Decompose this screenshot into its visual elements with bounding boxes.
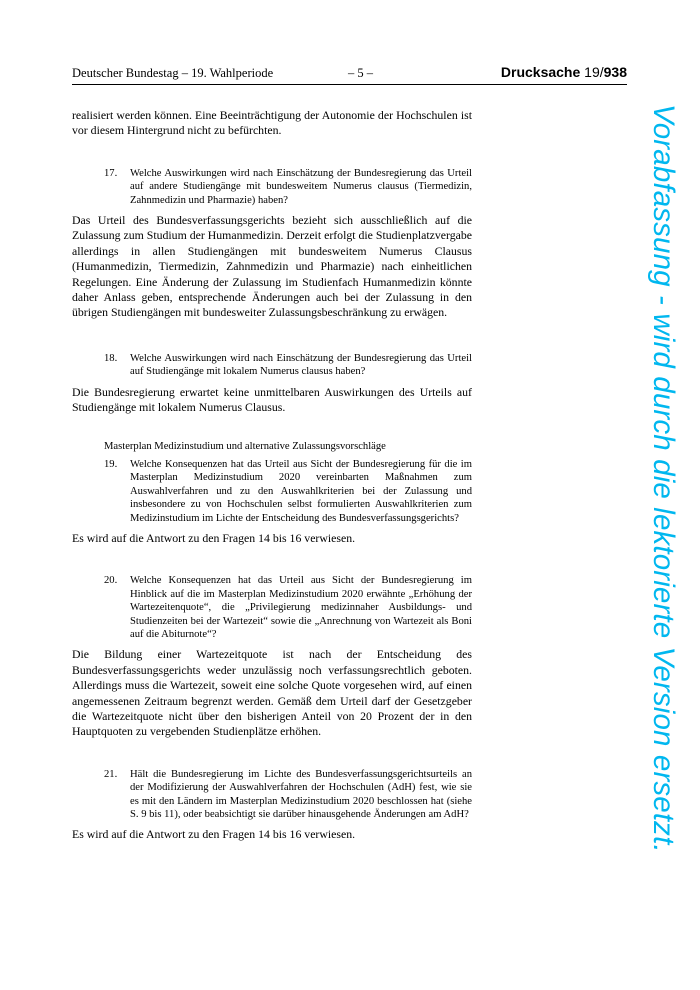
document-body: [72, 108, 472, 843]
draft-watermark: Vorabfassung - wird durch die lektorierte Version ersetzt.: [647, 104, 680, 853]
answer-19: Es wird auf die Antwort zu den Fragen 14 bis 16 verwiesen.: [72, 530, 356, 545]
parliament-period: Deutscher Bundestag – 19. Wahlperiode: [72, 66, 274, 80]
question-text: Hält die Bundesregierung im Lichte des Bundesverfassungsgerichtsurteils an der Modifizierung der Auswahlverfahren der Hochschulen (AdH) fest, wie sie es mit den Ländern im Masterplan Medizinstudium 2020 beschlossen hat (siehe S. 9 bis 11), oder beabsichtigt sie darüber hinausgehende Änderungen am AdH?: [130, 768, 472, 821]
answer-17: Das Urteil des Bundesverfassungsgerichts bezieht sich ausschließlich auf die Zulassung zum Studium der Humanmedizin. Derzeit erfolgt die Studienplatzvergabe allerdings in allen Studiengängen mit bundesweitem Numerus Clausus (Humanmedizin, Tiermedizin, Zahnmedizin und Pharmazie) nach einheitlichen Regelungen. Eine Änderung der Zulassung im Studienfach Humanmedizin könnte daher Anlass geben, entsprechende Änderungen auch bei der Zulassung in den übrigen Studiengängen mit bundesweiter Zulassungsbeschränkung zu erwägen.: [72, 213, 472, 320]
document-number: [501, 64, 627, 80]
document-number-plain: 19/: [584, 64, 604, 80]
answer-20: Die Bildung einer Wartezeitquote ist nach der Entscheidung des Bundesverfassungsgerichts weder unzulässig noch verfassungsrechtlich geboten. Allerdings muss die Wartezeit, soweit eine solche Quote vorgesehen wird, auf einen angemessenen Zeitraum begrenzt werden. Gemäß dem Urteil darf der Gesetzgeber die Wartezeitquote nicht über den bisherigen Anteil von 20 Prozent der in den Hauptquoten zu vergebenden Studienplätze erhöhen.: [72, 647, 472, 739]
section-heading: Masterplan Medizinstudium und alternative Zulassungsvorschläge: [104, 440, 386, 452]
question-number: 19.: [104, 458, 118, 470]
question-number: 17.: [104, 167, 118, 179]
document-label: Drucksache: [500, 64, 581, 80]
question-number: 21.: [104, 768, 118, 780]
answer-18: Die Bundesregierung erwartet keine unmittelbaren Auswirkungen des Urteils auf Studiengänge mit lokalem Numerus Clausus.: [72, 384, 472, 415]
question-17: [104, 167, 472, 207]
question-number: 20.: [104, 575, 118, 587]
question-text: Welche Auswirkungen wird nach Einschätzung der Bundesregierung das Urteil auf Studiengänge mit lokalem Numerus clausus haben?: [130, 352, 472, 378]
question-text: Welche Konsequenzen hat das Urteil aus Sicht der Bundesregierung für die im Masterplan Medizinstudium 2020 vereinbarten Maßnahmen zum Auswahlverfahren und zu den Auswahlkriterien bei der Zulassung und insbesondere zu von Hochschulen selbst formulierten Auswahlkriterien zum Medizinstudium im Lichte der Entscheidung des Bundesverfassungsgerichts?: [130, 458, 472, 524]
page-number: – 5 –: [348, 66, 373, 80]
question-19: [104, 458, 472, 525]
question-text: Welche Konsequenzen hat das Urteil aus Sicht der Bundesregierung im Hinblick auf die im Masterplan Medizinstudium 2020 erwähnte „Erhöhung der Wartezeitenquote“, die „Privilegierung medizinnaher Ausbildungs- und Studienzeiten bei der Wartezeit“ sowie die „Anrechnung von Wartezeit als Boni auf die Abiturnote“?: [130, 575, 472, 640]
answer-21: Es wird auf die Antwort zu den Fragen 14 bis 16 verwiesen.: [72, 827, 356, 842]
document-number-bold: 938: [603, 64, 627, 80]
page-header: [72, 64, 627, 85]
question-number: 18.: [104, 352, 118, 364]
answer-paragraph: realisiert werden können. Eine Beeinträchtigung der Autonomie der Hochschulen ist vor diesem Hintergrund nicht zu befürchten.: [72, 108, 472, 138]
question-21: [104, 768, 472, 822]
question-20: [104, 574, 472, 641]
question-18: [104, 352, 472, 379]
question-text: Welche Auswirkungen wird nach Einschätzung der Bundesregierung das Urteil auf andere Studiengänge mit bundesweitem Numerus clausus (Tiermedizin, Zahnmedizin und Pharmazie) haben?: [130, 167, 472, 206]
